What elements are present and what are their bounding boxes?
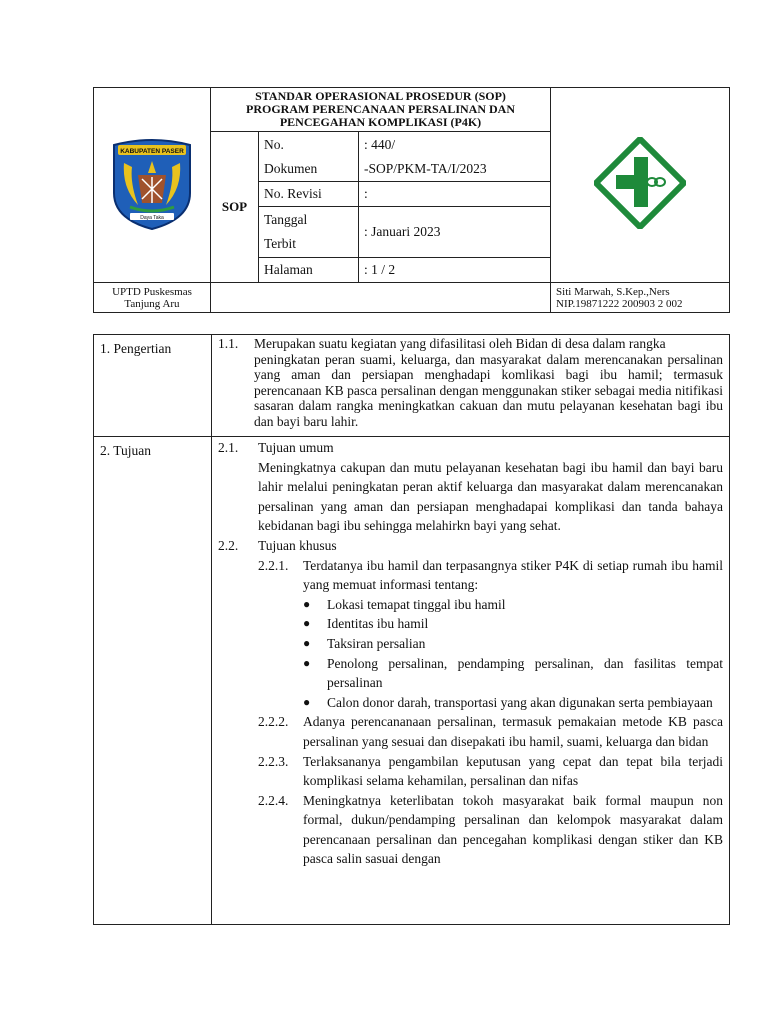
signer-nip: NIP.19871222 200903 2 002 [556, 297, 683, 310]
document-title [211, 88, 551, 132]
tanggal-label-line2: Terbit [264, 236, 297, 251]
no-dokumen-label [259, 132, 359, 182]
tujuan-khusus-heading [218, 536, 723, 556]
pengertian-label: 1. Pengertian [94, 335, 212, 437]
bullet-text: Penolong persalinan, pendamping persalinan, dan fasilitas tempat persalinan [327, 655, 723, 691]
tujuan-khusus-number: 2.2. [218, 537, 239, 553]
no-dokumen-value [359, 132, 551, 182]
tujuan-umum-text: Meningkatnya cakupan dan mutu pelayanan kesehatan bagi ibu hamil dan bayi baru lahir melalui peningkatan peran aktif keluarga dan masyarakat dalam merencanakan persalinan yang aman dan persiapan menghadapai komplikasi dan tanda bahaya kebidanan bagi ibu sehingga melahirkn bayi yang sehat. [258, 459, 723, 534]
bullet-text: Calon donor darah, transportasi yang akan digunakan serta pembiayaan [327, 694, 713, 710]
tanggal-label-line1: Tanggal [264, 212, 308, 227]
no-label-line1: No. [264, 136, 284, 152]
bullet-icon: ● [303, 596, 311, 611]
bullet-icon: ● [303, 616, 311, 631]
signer-cell [551, 283, 730, 313]
title-line-3: PENCEGAHAN KOMPLIKASI (P4K) [279, 115, 482, 129]
tujuan-label: 2. Tujuan [94, 437, 212, 925]
tanggal-terbit-value: : Januari 2023 [359, 207, 551, 258]
item-number: 2.2.4. [258, 792, 289, 808]
bullet-icon: ● [303, 694, 311, 709]
sop-label: SOP [211, 132, 259, 283]
item-text: Terlaksananya pengambilan keputusan yang cepat dan tepat bila terjadi komplikasi selama kehamilan, persalinan dan nifas [303, 753, 723, 789]
logo-motto-text: Daya Taka [140, 215, 164, 221]
signer-name: Siti Marwah, S.Kep.,Ners [556, 285, 670, 298]
item-text: Terdatanya ibu hamil dan terpasangnya stiker P4K di setiap rumah ibu hamil yang memuat informasi tentang: [303, 557, 723, 593]
no-value-line2: -SOP/PKM-TA/I/2023 [364, 160, 487, 176]
info-bullet-list [218, 595, 723, 713]
pengertian-number: 1.1. [218, 336, 239, 351]
tujuan-content [212, 437, 730, 925]
pengertian-first-line [218, 336, 723, 352]
halaman-label: Halaman [259, 258, 359, 283]
blank-footer-cell [211, 283, 551, 313]
tanggal-terbit-label [259, 207, 359, 258]
item-number: 2.2.1. [258, 557, 289, 573]
item-number: 2.2.2. [258, 714, 289, 730]
kabupaten-paser-logo-icon [104, 133, 200, 233]
no-value-line1: : 440/ [364, 136, 396, 152]
item-text: Adanya perencananaan persalinan, termasuk pemakaian metode KB pasca persalinan yang sesuai dan disepakati ibu hamil, suami, keluarga dan bidan [303, 714, 723, 749]
list-item [258, 556, 723, 595]
tujuan-umum-title: Tujuan umum [258, 440, 334, 455]
bullet-item [303, 595, 723, 615]
bullet-icon: ● [303, 655, 311, 670]
title-line-1: STANDAR OPERASIONAL PROSEDUR (SOP) [255, 89, 506, 103]
tujuan-khusus-list [218, 556, 723, 595]
bullet-icon: ● [303, 635, 311, 650]
tujuan-khusus-list-cont [218, 712, 723, 869]
bullet-item [303, 634, 723, 654]
sop-body-table [93, 334, 730, 925]
bullet-text: Taksiran persalian [327, 635, 426, 651]
list-item [258, 712, 723, 751]
tujuan-umum-number: 2.1. [218, 440, 239, 455]
halaman-value: : 1 / 2 [359, 258, 551, 283]
list-item [258, 791, 723, 869]
revisi-label: No. Revisi [259, 182, 359, 207]
pengertian-text-start: Merupakan suatu kegiatan yang difasilitasi oleh Bidan di desa dalam rangka [254, 336, 666, 351]
revisi-value: : [359, 182, 551, 207]
bullet-item [303, 654, 723, 693]
item-text: Meningkatnya keterlibatan tokoh masyarakat baik formal maupun non formal, dukun/pendamping persalinan dan kelompok masyarakat dalam perencanaan persalinan dan pencegahan komplikasi dengan stiker dan KB pasca salin sasuai dengan [303, 792, 723, 867]
pengertian-content [212, 335, 730, 437]
bullet-text: Identitas ibu hamil [327, 616, 429, 632]
no-label-line2: Dokumen [264, 160, 318, 176]
left-logo-cell [94, 88, 211, 283]
bullet-text: Lokasi temapat tinggal ibu hamil [327, 596, 506, 612]
org-line-2: Tanjung Aru [124, 297, 180, 310]
pengertian-text-rest: peningkatan peran suami, keluarga, dan masyarakat dalam merencanakan persalinan yang aman dan persiapan menghadapi komlikasi bagi ibu hamil; termasuk perencanaan KB pasca persalinan dengan menggunakan stiker sebagai media nitifikasi sasaran dalam rangka meningkatkan cakuan dan mutu pelayanan kesehatan bagi ibu dan bayi baru lahir. [254, 351, 723, 429]
bullet-item [303, 614, 723, 634]
sop-header-table [93, 87, 730, 313]
organization-cell [94, 283, 211, 313]
list-item [258, 752, 723, 791]
right-logo-cell [551, 88, 730, 283]
bullet-item [303, 693, 723, 713]
tujuan-umum-heading [218, 438, 723, 458]
org-line-1: UPTD Puskesmas [112, 285, 192, 298]
logo-banner-text: KABUPATEN PASER [120, 148, 184, 155]
tujuan-khusus-title: Tujuan khusus [258, 537, 337, 553]
title-line-2: PROGRAM PERENCANAAN PERSALINAN DAN [246, 102, 516, 116]
puskesmas-logo-icon [594, 137, 686, 229]
item-number: 2.2.3. [258, 753, 289, 769]
